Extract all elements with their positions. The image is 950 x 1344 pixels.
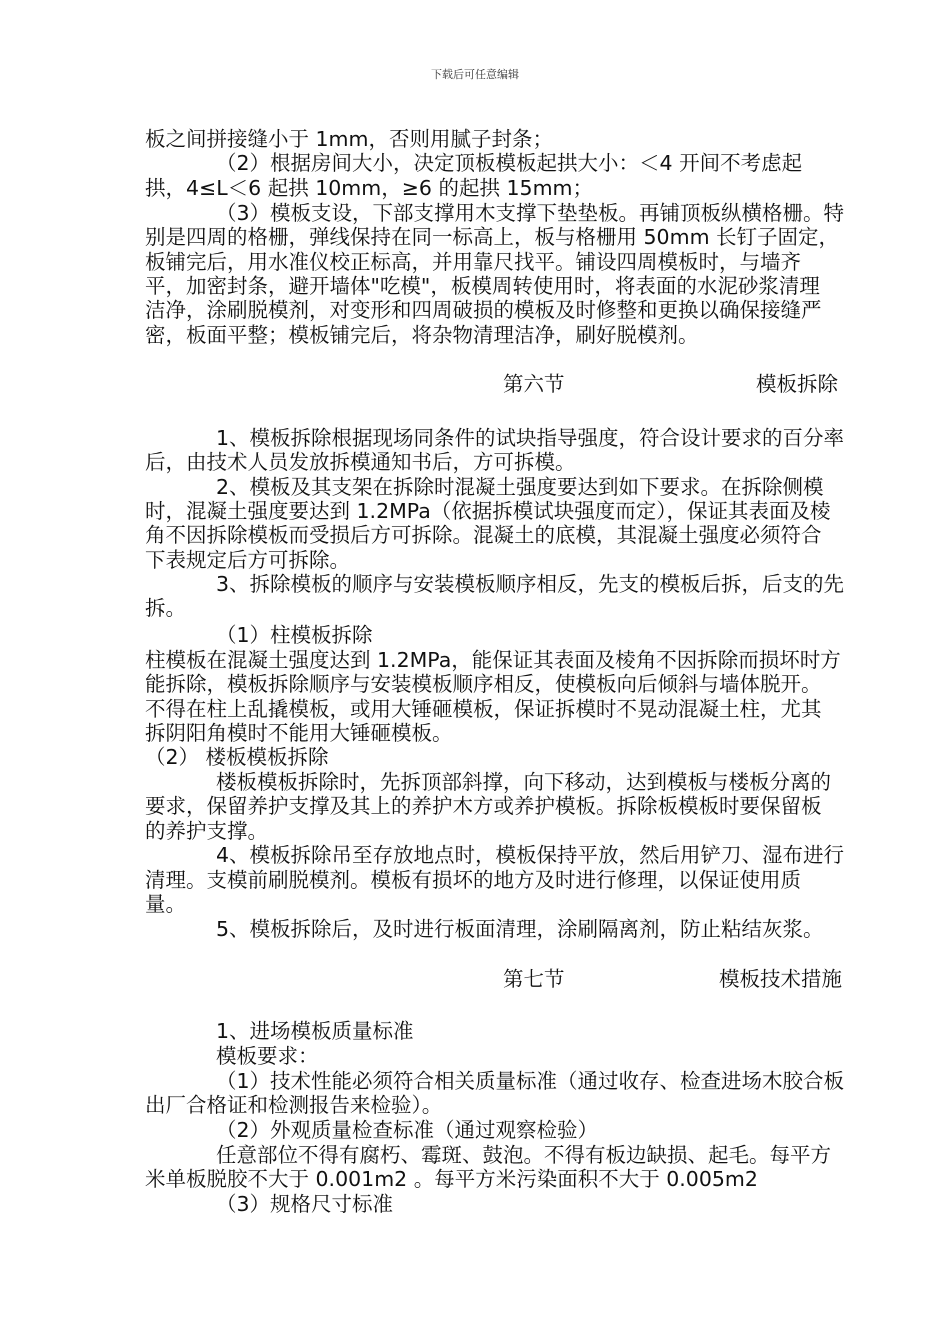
text-line: （2） 楼板模板拆除 (145, 745, 329, 769)
text-line: 别是四周的格栅，弹线保持在同一标高上，板与格栅用 50mm 长钉子固定， (145, 225, 840, 249)
text-line: 拆。 (145, 596, 186, 620)
text-line: 4、模板拆除吊至存放地点时，模板保持平放，然后用铲刀、湿布进行 (216, 843, 845, 867)
section-heading-title: 模板技术措施 (719, 967, 842, 991)
section-heading-number: 第七节 (503, 967, 565, 991)
text-line: 洁净，涂刷脱模剂，对变形和四周破损的模板及时修整和更换以确保接缝严 (145, 298, 822, 322)
text-line: （2）外观质量检查标准（通过观察检验） (216, 1118, 599, 1142)
text-line: 模板要求： (216, 1044, 319, 1068)
text-line: 不得在柱上乱撬模板，或用大锤砸模板，保证拆模时不晃动混凝土柱，尤其 (145, 697, 822, 721)
text-line: 量。 (145, 892, 186, 916)
text-line: 下表规定后方可拆除。 (145, 548, 350, 572)
text-line: 3、拆除模板的顺序与安装模板顺序相反，先支的模板后拆，后支的先 (216, 572, 845, 596)
text-line: 2、模板及其支架在拆除时混凝土强度要达到如下要求。在拆除侧模 (216, 475, 824, 499)
text-line: 的养护支撑。 (145, 819, 268, 843)
text-line: 清理。支模前刷脱模剂。模板有损坏的地方及时进行修理，以保证使用质 (145, 868, 801, 892)
text-line: 平，加密封条，避开墙体"吃模"，板模周转使用时，将表面的水泥砂浆清理 (145, 274, 820, 298)
text-line: 要求，保留养护支撑及其上的养护木方或养护模板。拆除板模板时要保留板 (145, 794, 822, 818)
text-line: （3）规格尺寸标准 (216, 1192, 394, 1216)
page-header-note: 下载后可任意编辑 (431, 68, 519, 81)
text-line: 1、进场模板质量标准 (216, 1019, 414, 1043)
text-line: 后，由技术人员发放拆模通知书后，方可拆模。 (145, 450, 576, 474)
text-line: 时，混凝土强度要达到 1.2MPa（依据拆模试块强度而定），保证其表面及棱 (145, 499, 831, 523)
text-line: 板铺完后，用水准仪校正标高，并用靠尺找平。铺设四周模板时，与墙齐 (145, 250, 801, 274)
text-line: 拆阴阳角模时不能用大锤砸模板。 (145, 721, 453, 745)
text-line: 1、模板拆除根据现场同条件的试块指导强度，符合设计要求的百分率 (216, 426, 845, 450)
text-line: （1）技术性能必须符合相关质量标准（通过收存、检查进场木胶合板 (216, 1069, 845, 1093)
text-line: 任意部位不得有腐朽、霉斑、鼓泡。不得有板边缺损、起毛。每平方 (216, 1143, 831, 1167)
text-line: （2）根据房间大小，决定顶板模板起拱大小：＜4 开间不考虑起 (216, 151, 803, 175)
text-line: 5、模板拆除后，及时进行板面清理，涂刷隔离剂，防止粘结灰浆。 (216, 917, 824, 941)
text-line: 拱，4≤L＜6 起拱 10mm，≥6 的起拱 15mm； (145, 176, 594, 200)
text-line: （1）柱模板拆除 (216, 623, 373, 647)
text-line: 出厂合格证和检测报告来检验）。 (145, 1093, 443, 1117)
text-line: 米单板脱胶不大于 0.001m2 。每平方米污染面积不大于 0.005m2 (145, 1167, 758, 1191)
text-line: 能拆除，模板拆除顺序与安装模板顺序相反，使模板向后倾斜与墙体脱开。 (145, 672, 822, 696)
text-line: 板之间拼接缝小于 1mm，否则用腻子封条； (145, 127, 553, 151)
text-line: 柱模板在混凝土强度达到 1.2MPa，能保证其表面及棱角不因拆除而损坏时方 (145, 648, 841, 672)
section-heading-title: 模板拆除 (756, 372, 838, 396)
text-line: （3）模板支设，下部支撑用木支撑下垫垫板。再铺顶板纵横格栅。特 (216, 201, 845, 225)
text-line: 楼板模板拆除时，先拆顶部斜撑，向下移动，达到模板与楼板分离的 (216, 770, 831, 794)
text-line: 密，板面平整；模板铺完后，将杂物清理洁净，刷好脱模剂。 (145, 323, 699, 347)
text-line: 角不因拆除模板而受损后方可拆除。混凝土的底模，其混凝土强度必须符合 (145, 523, 822, 547)
section-heading-number: 第六节 (503, 372, 565, 396)
